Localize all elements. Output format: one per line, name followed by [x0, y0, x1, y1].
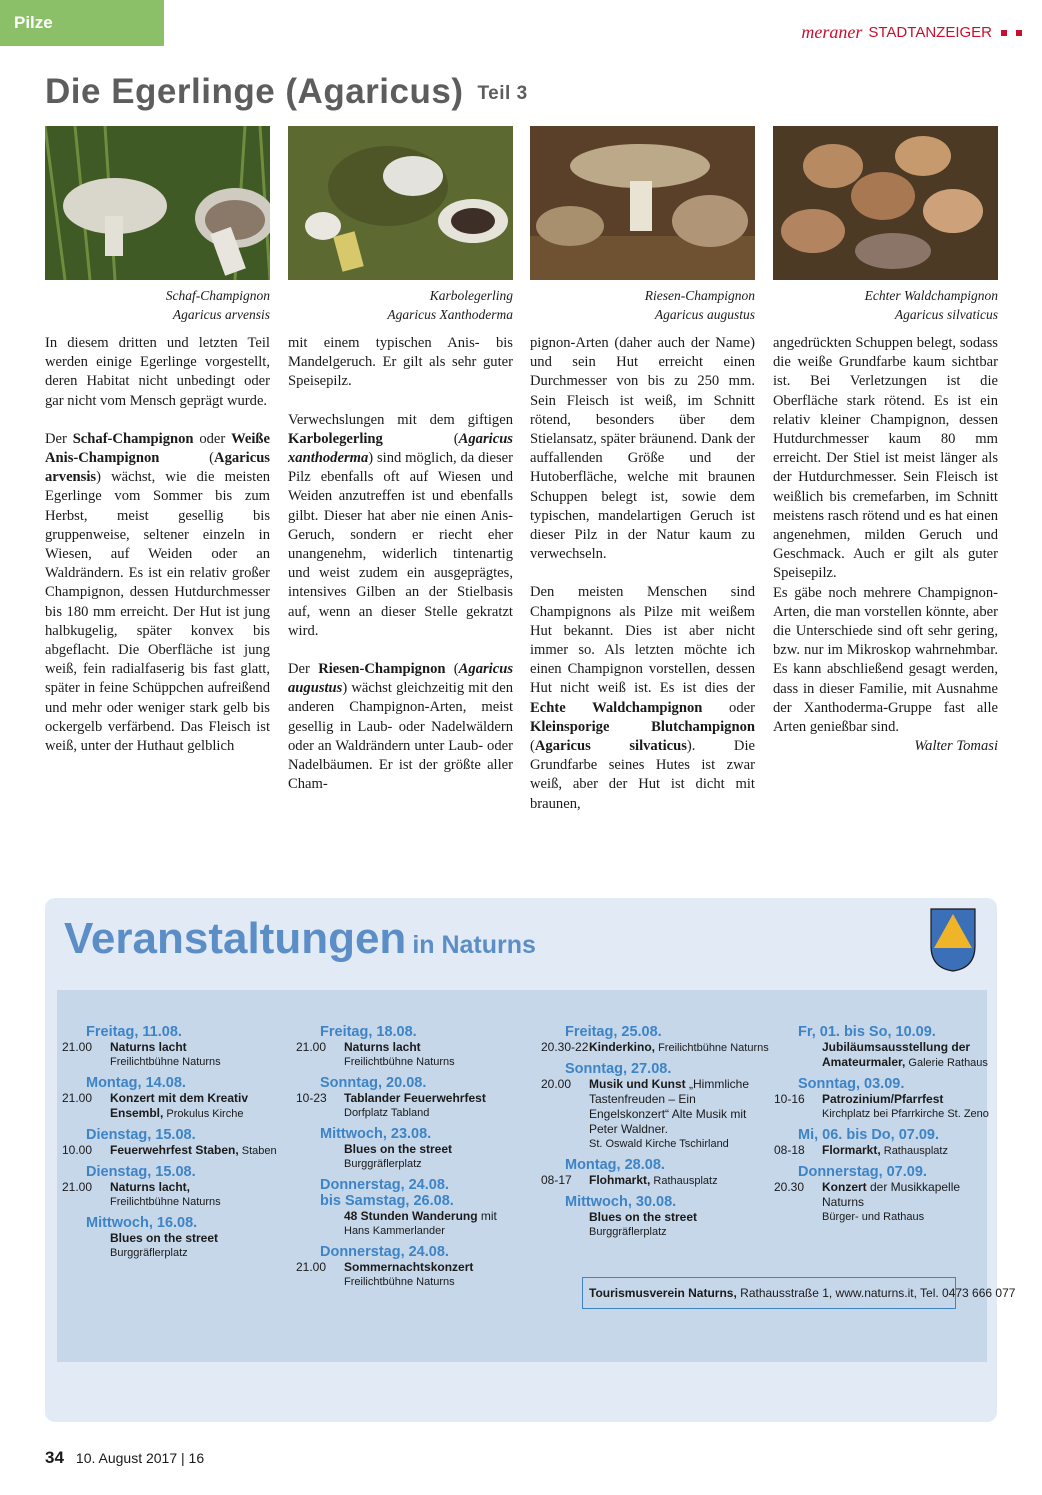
text-run: ) sind möglich, da dieser Pilz ebenfalls oft auf Wiesen und Weiden anzutreffen ist und ebenfalls gilbt. Dieser hat aber nie einen Anis-Geruch, sondern er riecht eher unangenehm, widerlich tintenartig und weist zudem ein ausgeprägtes, intensives Gilben an der Stielbasis auf, wenn an dieser Stelle gekratzt wird.: [288, 450, 513, 639]
event-place: Galerie Rathaus: [905, 1057, 988, 1069]
event-item: [541, 1040, 769, 1056]
event-block: [296, 1177, 511, 1239]
event-time: 21.00: [296, 1260, 327, 1274]
event-name: Jubiläumsausstellung der Amateurmaler,: [822, 1040, 971, 1069]
events-column: [62, 1024, 277, 1266]
text-bold-italic: Agaricus xanthoderma: [288, 430, 513, 467]
event-block: [296, 1126, 511, 1172]
event-place: Freilichtbühne Naturns: [110, 1196, 221, 1208]
text-run: Verwechslungen mit dem giftigen: [288, 411, 513, 428]
article-column-2: [288, 334, 513, 794]
event-place: Staben: [238, 1145, 277, 1157]
event-extra: der Musikkapelle Naturns: [822, 1180, 961, 1209]
event-item: [541, 1077, 769, 1152]
event-name: Naturns lacht: [110, 1040, 187, 1054]
event-block: [62, 1127, 277, 1159]
event-description: [822, 1143, 989, 1159]
event-item: [62, 1231, 277, 1261]
events-title-main: Veranstaltungen: [64, 914, 407, 963]
event-description: [344, 1260, 511, 1290]
mushroom-photo-icon: [288, 126, 513, 280]
event-date: Mi, 06. bis Do, 07.09.: [798, 1127, 940, 1143]
event-date: Sonntag, 27.08.: [565, 1061, 672, 1077]
issue-info: 10. August 2017 | 16: [75, 1450, 205, 1466]
event-time: 21.00: [62, 1180, 93, 1194]
event-description: [344, 1142, 511, 1172]
event-block: [62, 1075, 277, 1122]
event-date: Mittwoch, 23.08.: [320, 1126, 432, 1142]
event-block: [774, 1127, 989, 1159]
event-date: Mittwoch, 16.08.: [86, 1215, 198, 1231]
event-place: Freilichtbühne Naturns: [655, 1042, 769, 1054]
masthead-name: STADTANZEIGER: [868, 24, 992, 41]
event-place: Kirchplatz bei Pfarrkirche St. Zeno: [822, 1108, 989, 1120]
event-time: [296, 1209, 344, 1239]
caption-latin: Agaricus Xanthoderma: [387, 307, 513, 322]
caption-latin: Agaricus silvaticus: [894, 307, 998, 322]
square-icon: [1001, 30, 1007, 36]
event-item: [774, 1143, 989, 1159]
text-bold: Riesen-Champignon: [318, 661, 446, 678]
event-time: [541, 1210, 589, 1240]
mushroom-photo-icon: [530, 126, 755, 280]
masthead-logo: meraner: [801, 22, 863, 42]
event-description: [589, 1040, 769, 1056]
event-name: Musik und Kunst: [589, 1077, 686, 1091]
text-run: ) wächst, wie die meisten Egerlinge vom Sommer bis zum Herbst, meist gesellig bis gruppenweise, seltener einzeln in Wiesen, auf Weiden oder an Waldrändern. Es ist ein relativ großer Champignon, dessen Hutdurchmesser bis 180 mm erreicht. Der Hut ist jung halbkugelig, später konvex bis abgeflacht. Die Oberfläche ist jung weiß, fein radialfaserig bis fast glatt, später in feine Schüppchen aufreißend und mehr oder weniger stark gelb bis ockergelb verfärbend. Das Fleisch ist weiß, unter der Huthaut gelblich: [45, 469, 270, 755]
event-item: [62, 1180, 277, 1210]
text-bold: Kleinsporige Blutchampignon: [530, 718, 755, 735]
event-place: Burggräflerplatz: [110, 1247, 188, 1259]
event-place: Freilichtbühne Naturns: [344, 1056, 455, 1068]
event-name: Flormarkt,: [822, 1143, 881, 1157]
photo-schaf-champignon: [45, 126, 270, 280]
event-date: Donnerstag, 24.08. bis Samstag, 26.08.: [320, 1177, 454, 1209]
events-title: [64, 914, 536, 964]
author-signature: Walter Tomasi: [914, 738, 998, 755]
event-item: [62, 1091, 277, 1122]
paragraph: Es gäbe noch mehrere Champignon-Arten, die man vorstellen könnte, aber die Unterschiede sind oft sehr gering, bzw. nur im Mikroskop wahrnehmbar. Es kann abschließend gesagt werden, dass in dieser Familie, mit Ausnahme der Xanthoderma-Gruppe fast alle Arten genießbar sind.: [773, 584, 998, 736]
caption-common: Schaf-Champignon: [165, 288, 270, 303]
masthead: [801, 22, 1022, 43]
event-time: 20.30-22: [541, 1040, 589, 1054]
photo-karbolegerling: [288, 126, 513, 280]
event-description: [110, 1040, 277, 1070]
event-block: [62, 1024, 277, 1070]
contact-details: Rathausstraße 1, www.naturns.it, Tel. 0473 666 077: [736, 1286, 1016, 1300]
square-icon: [1016, 30, 1022, 36]
event-item: [541, 1173, 769, 1189]
event-name: 48 Stunden Wanderung: [344, 1209, 478, 1223]
event-time: 10.00: [62, 1143, 93, 1157]
event-item: [774, 1092, 989, 1122]
event-date: Freitag, 11.08.: [86, 1024, 182, 1040]
event-description: [110, 1091, 277, 1122]
event-block: [296, 1075, 511, 1121]
title-part: Teil 3: [477, 82, 528, 104]
paragraph: pignon-Arten (daher auch der Name) und sein Hut erreicht einen Durchmesser von bis zu 250 mm. Sein Fleisch ist weiß, im Schnitt rötend, besonders über dem Stielansatz, später bräunend. Dank der auffallenden Größe und der Hutoberfläche, welche mit braunen Schuppen belegt ist, sowie dem typischen, mandelartigen Geruch ist dieser Pilz in der Natur kaum zu verwechseln.: [530, 335, 755, 563]
event-description: [589, 1077, 769, 1152]
event-name: Blues on the street: [110, 1231, 219, 1245]
paragraph: [45, 430, 270, 756]
caption-common: Riesen-Champignon: [644, 288, 755, 303]
event-date: Dienstag, 15.08.: [86, 1127, 196, 1143]
events-column: [296, 1024, 511, 1295]
event-name: Feuerwehrfest Staben,: [110, 1143, 239, 1157]
event-item: [296, 1040, 511, 1070]
article-column-3: [530, 334, 755, 814]
photo-caption: [45, 286, 270, 324]
event-name: Patrozinium/Pfarrfest: [822, 1092, 944, 1106]
event-date: Fr, 01. bis So, 10.09.: [798, 1024, 936, 1040]
event-block: [541, 1024, 769, 1056]
event-description: [110, 1231, 277, 1261]
event-block: [62, 1215, 277, 1261]
text-run: ) wächst gleichzeitig mit den anderen Champignon-Arten, meist gesellig in Laub- oder Nadelwäldern oder an Waldrändern unter Laub- oder Nadelbäumen. Er ist der größte aller Cham-: [288, 680, 513, 793]
event-date: Sonntag, 03.09.: [798, 1076, 905, 1092]
event-place: Prokulus Kirche: [163, 1108, 244, 1120]
article-column-4: [773, 334, 998, 756]
event-time: 21.00: [62, 1040, 93, 1054]
page-footer: [45, 1448, 204, 1468]
event-date: Mittwoch, 30.08.: [565, 1194, 677, 1210]
mushroom-photo-icon: [45, 126, 270, 280]
event-time: 21.00: [62, 1091, 93, 1105]
text-run: (: [382, 430, 459, 447]
event-date: Freitag, 18.08.: [320, 1024, 417, 1040]
text-run: (: [159, 450, 215, 467]
event-time: 10-16: [774, 1092, 805, 1106]
coat-of-arms-icon: [930, 908, 976, 972]
events-column: [774, 1024, 989, 1230]
event-item: [296, 1142, 511, 1172]
event-description: [822, 1092, 989, 1122]
event-time: 21.00: [296, 1040, 327, 1054]
event-date: Donnerstag, 07.09.: [798, 1164, 927, 1180]
text-run: (: [530, 738, 535, 755]
event-extra: mit: [477, 1209, 497, 1223]
event-description: [344, 1091, 511, 1121]
event-name: Blues on the street: [344, 1142, 453, 1156]
event-block: [541, 1061, 769, 1152]
event-description: [822, 1040, 989, 1071]
event-time: [62, 1231, 110, 1261]
caption-common: Echter Waldchampignon: [864, 288, 998, 303]
event-name: Sommernachtskonzert: [344, 1260, 474, 1274]
event-place: Rathausplatz: [880, 1145, 948, 1157]
event-place: Freilichtbühne Naturns: [344, 1276, 455, 1288]
contact-name: Tourismusverein Naturns,: [589, 1286, 737, 1300]
text-bold: Weiße Anis-Champignon: [45, 430, 270, 467]
event-date: Freitag, 25.08.: [565, 1024, 662, 1040]
text-bold: Echte Waldchampignon: [530, 699, 703, 716]
event-name: Kinderkino,: [589, 1040, 656, 1054]
event-block: [541, 1194, 769, 1240]
event-item: [62, 1143, 277, 1159]
event-place: Burggräflerplatz: [344, 1158, 422, 1170]
mushroom-photo-icon: [773, 126, 998, 280]
text-run: Der: [45, 430, 73, 447]
event-extra: „Himmliche Tastenfreuden – Ein Engelskonzert“ Alte Musik mit Peter Waldner.: [589, 1077, 750, 1136]
event-item: [296, 1091, 511, 1121]
event-description: [344, 1040, 511, 1070]
event-block: [774, 1024, 989, 1071]
article-column-1: [45, 334, 270, 756]
text-run: Der: [288, 661, 319, 678]
event-block: [774, 1076, 989, 1122]
photo-waldchampignon: [773, 126, 998, 280]
event-block: [774, 1164, 989, 1225]
event-block: [296, 1024, 511, 1070]
section-tag: Pilze: [0, 0, 164, 46]
text-bold: Karbolegerling: [288, 430, 383, 447]
paragraph: angedrückten Schuppen belegt, sodass die weiße Grundfarbe kaum sichtbar ist. Bei Verletzungen ist die Oberfläche stark rötend. Es ist ein relativ kleiner Champignon, dessen Hutdurchmesser kaum 80 mm erreicht. Der Stiel ist meist länger als der Hutdurchmesser. Sein Fleisch ist weißlich bis cremefarben, im Schnitt meistens rasch rötend und es hat einen angenehmen, milden Geruch und Geschmack. Auch er gilt als guter Speisepilz.: [773, 335, 998, 582]
caption-latin: Agaricus augustus: [654, 307, 755, 322]
photo-caption: [288, 286, 513, 324]
event-block: [62, 1164, 277, 1210]
event-place: Burggräflerplatz: [589, 1226, 667, 1238]
event-date: Sonntag, 20.08.: [320, 1075, 427, 1091]
event-description: [110, 1143, 277, 1159]
event-description: [589, 1210, 769, 1240]
event-block: [541, 1157, 769, 1189]
event-time: 20.00: [541, 1077, 572, 1091]
text-run: Den meisten Menschen sind Champignons als Pilze mit weißem Hut bekannt. Dies ist aber nicht immer so. Als letzten möchte ich einen Champignon vorstellen, dessen Hut nicht weiß ist. Es ist dies der: [530, 584, 755, 697]
text-bold: Agaricus silvaticus: [534, 738, 687, 755]
event-item: [296, 1260, 511, 1290]
event-place: St. Oswald Kirche Tschirland: [589, 1138, 729, 1150]
event-item: [541, 1210, 769, 1240]
event-date: Donnerstag, 24.08.: [320, 1244, 449, 1260]
event-description: [589, 1173, 769, 1189]
paragraph: [288, 660, 513, 794]
title-text: Die Egerlinge (Agaricus): [45, 72, 464, 111]
event-item: [774, 1040, 989, 1071]
text-run: ). Die Grundfarbe seines Hutes ist zwar weiß, aber der Hut ist dicht mit braunen,: [530, 738, 756, 812]
page-number: 34: [45, 1448, 64, 1467]
text-run: oder: [193, 430, 232, 447]
event-time: 20.30: [774, 1180, 805, 1194]
event-description: [110, 1180, 277, 1210]
text-run: oder: [702, 699, 755, 716]
event-place: Rathausplatz: [650, 1175, 718, 1187]
text-bold-italic: Agaricus augustus: [288, 661, 514, 697]
caption-latin: Agaricus arvensis: [172, 307, 270, 322]
event-name: Flohmarkt,: [589, 1173, 651, 1187]
contact-box: [582, 1277, 1016, 1309]
event-name: Naturns lacht: [344, 1040, 421, 1054]
events-title-location: in Naturns: [412, 931, 536, 959]
event-name: Tablander Feuerwehrfest: [344, 1091, 486, 1105]
article-title: [45, 72, 528, 112]
caption-common: Karbolegerling: [429, 288, 513, 303]
event-place: Dorfplatz Tabland: [344, 1107, 430, 1119]
text-bold: Agaricus arvensis: [45, 450, 270, 486]
photo-caption: [773, 286, 998, 324]
event-item: [774, 1180, 989, 1225]
photo-riesen-champignon: [530, 126, 755, 280]
event-item: [296, 1209, 511, 1239]
paragraph: [288, 411, 513, 641]
paragraph: mit einem typischen Anis- bis Mandelgeruch. Er gilt als sehr guter Speisepilz.: [288, 335, 513, 390]
event-name: Konzert: [822, 1180, 867, 1194]
photo-caption: [530, 286, 755, 324]
event-time: [296, 1142, 344, 1172]
paragraph: [530, 583, 755, 813]
event-date: Montag, 28.08.: [565, 1157, 665, 1173]
event-time: 08-17: [541, 1173, 572, 1187]
event-name: Konzert mit dem Kreativ Ensembl,: [110, 1091, 249, 1120]
text-bold: Schaf-Champignon: [72, 430, 194, 447]
event-date: Montag, 14.08.: [86, 1075, 186, 1091]
event-time: [774, 1040, 822, 1071]
event-item: [62, 1040, 277, 1070]
event-description: [822, 1180, 989, 1225]
event-name: Blues on the street: [589, 1210, 698, 1224]
event-place: Bürger- und Rathaus: [822, 1211, 925, 1223]
text-run: (: [445, 661, 459, 678]
event-block: [296, 1244, 511, 1290]
paragraph: In diesem dritten und letzten Teil werden einige Egerlinge vorgestellt, deren Habitat nicht unbedingt oder gar nicht vom Mensch geprägt wurde.: [45, 335, 270, 409]
event-place: Hans Kammerlander: [344, 1225, 445, 1237]
events-column: [541, 1024, 769, 1245]
event-place: Freilichtbühne Naturns: [110, 1056, 221, 1068]
event-time: 08-18: [774, 1143, 805, 1157]
event-name: Naturns lacht,: [110, 1180, 191, 1194]
event-date: Dienstag, 15.08.: [86, 1164, 196, 1180]
event-time: 10-23: [296, 1091, 327, 1105]
event-description: [344, 1209, 511, 1239]
